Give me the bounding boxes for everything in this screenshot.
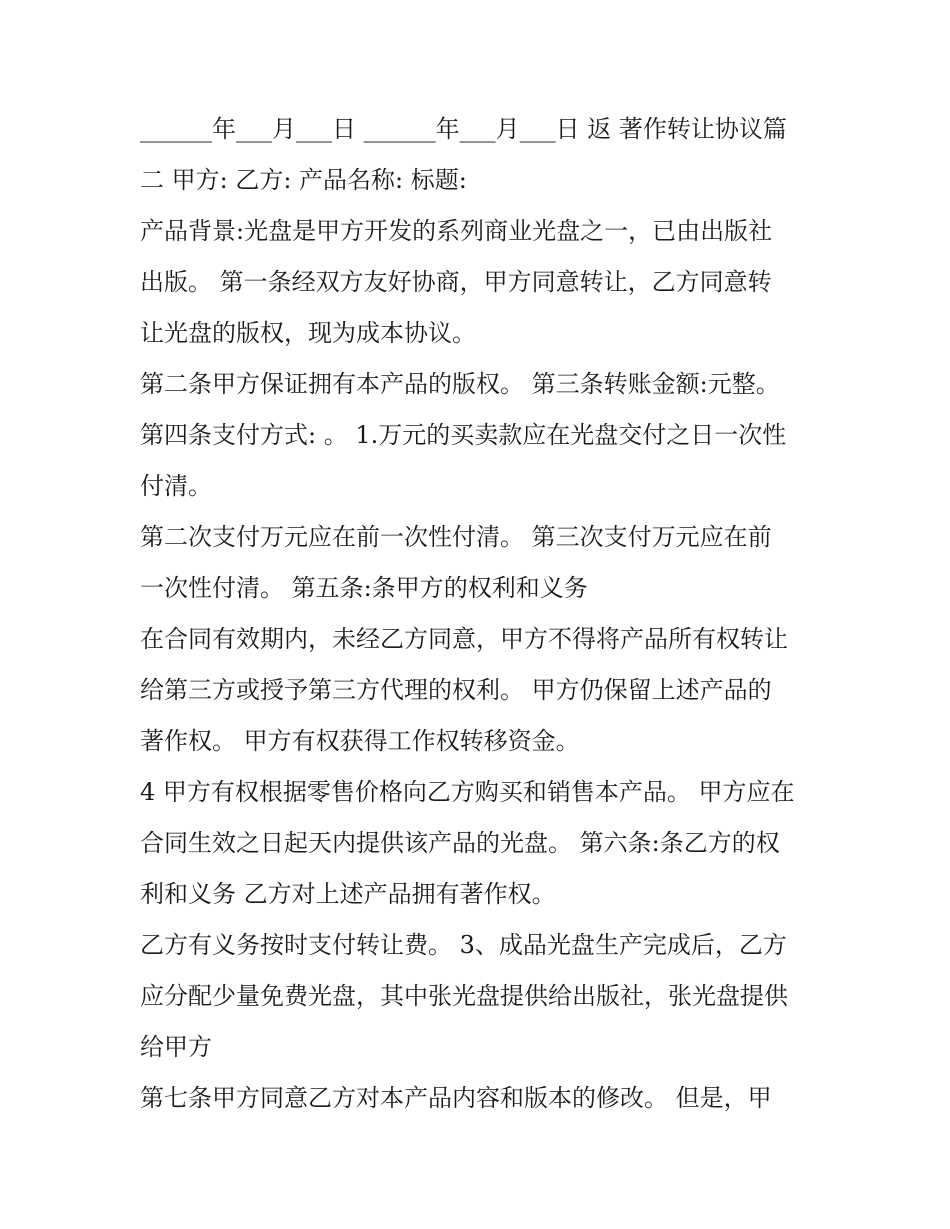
text-line-5: 让光盘的版权，现为成本协议。 <box>140 319 476 347</box>
text-line-14: 4 甲方有权根据零售价格向乙方购买和销售本产品。 甲方应在 <box>140 778 795 806</box>
text-line-2: 二 甲方: 乙方: 产品名称: 标题: <box>140 166 467 194</box>
text-line-15: 合同生效之日起天内提供该产品的光盘。 第六条:条乙方的权 <box>140 829 780 857</box>
text-line-7: 第四条支付方式: 。 1.万元的买卖款应在光盘交付之日一次性 <box>140 421 787 449</box>
text-line-13: 著作权。 甲方有权获得工作权转移资金。 <box>140 727 580 755</box>
text-line-16: 利和义务 乙方对上述产品拥有著作权。 <box>140 880 556 908</box>
text-line-19: 给甲方 <box>140 1033 212 1061</box>
text-line-4: 出版。 第一条经双方友好协商，甲方同意转让，乙方同意转 <box>140 268 772 296</box>
text-line-17: 乙方有义务按时支付转让费。 3、成品光盘生产完成后，乙方 <box>140 931 787 959</box>
text-line-8: 付清。 <box>140 472 212 500</box>
text-line-11: 在合同有效期内，未经乙方同意，甲方不得将产品所有权转让 <box>140 625 788 653</box>
text-line-10: 一次性付清。 第五条:条甲方的权利和义务 <box>140 574 588 602</box>
text-line-6: 第二条甲方保证拥有本产品的版权。 第三条转账金额:元整。 <box>140 370 780 398</box>
text-line-3: 产品背景:光盘是甲方开发的系列商业光盘之一，已由出版社 <box>140 217 773 245</box>
document-page <box>140 104 830 1124</box>
text-line-18: 应分配少量免费光盘，其中张光盘提供给出版社，张光盘提供 <box>140 982 788 1010</box>
text-line-9: 第二次支付万元应在前一次性付清。 第三次支付万元应在前 <box>140 523 772 551</box>
text-line-20: 第七条甲方同意乙方对本产品内容和版本的修改。 但是，甲 <box>140 1084 772 1112</box>
text-line-12: 给第三方或授予第三方代理的权利。 甲方仍保留上述产品的 <box>140 676 772 704</box>
text-line-1: ______年___月___日 ______年___月___日 返 著作转让协议篇 <box>140 115 787 143</box>
